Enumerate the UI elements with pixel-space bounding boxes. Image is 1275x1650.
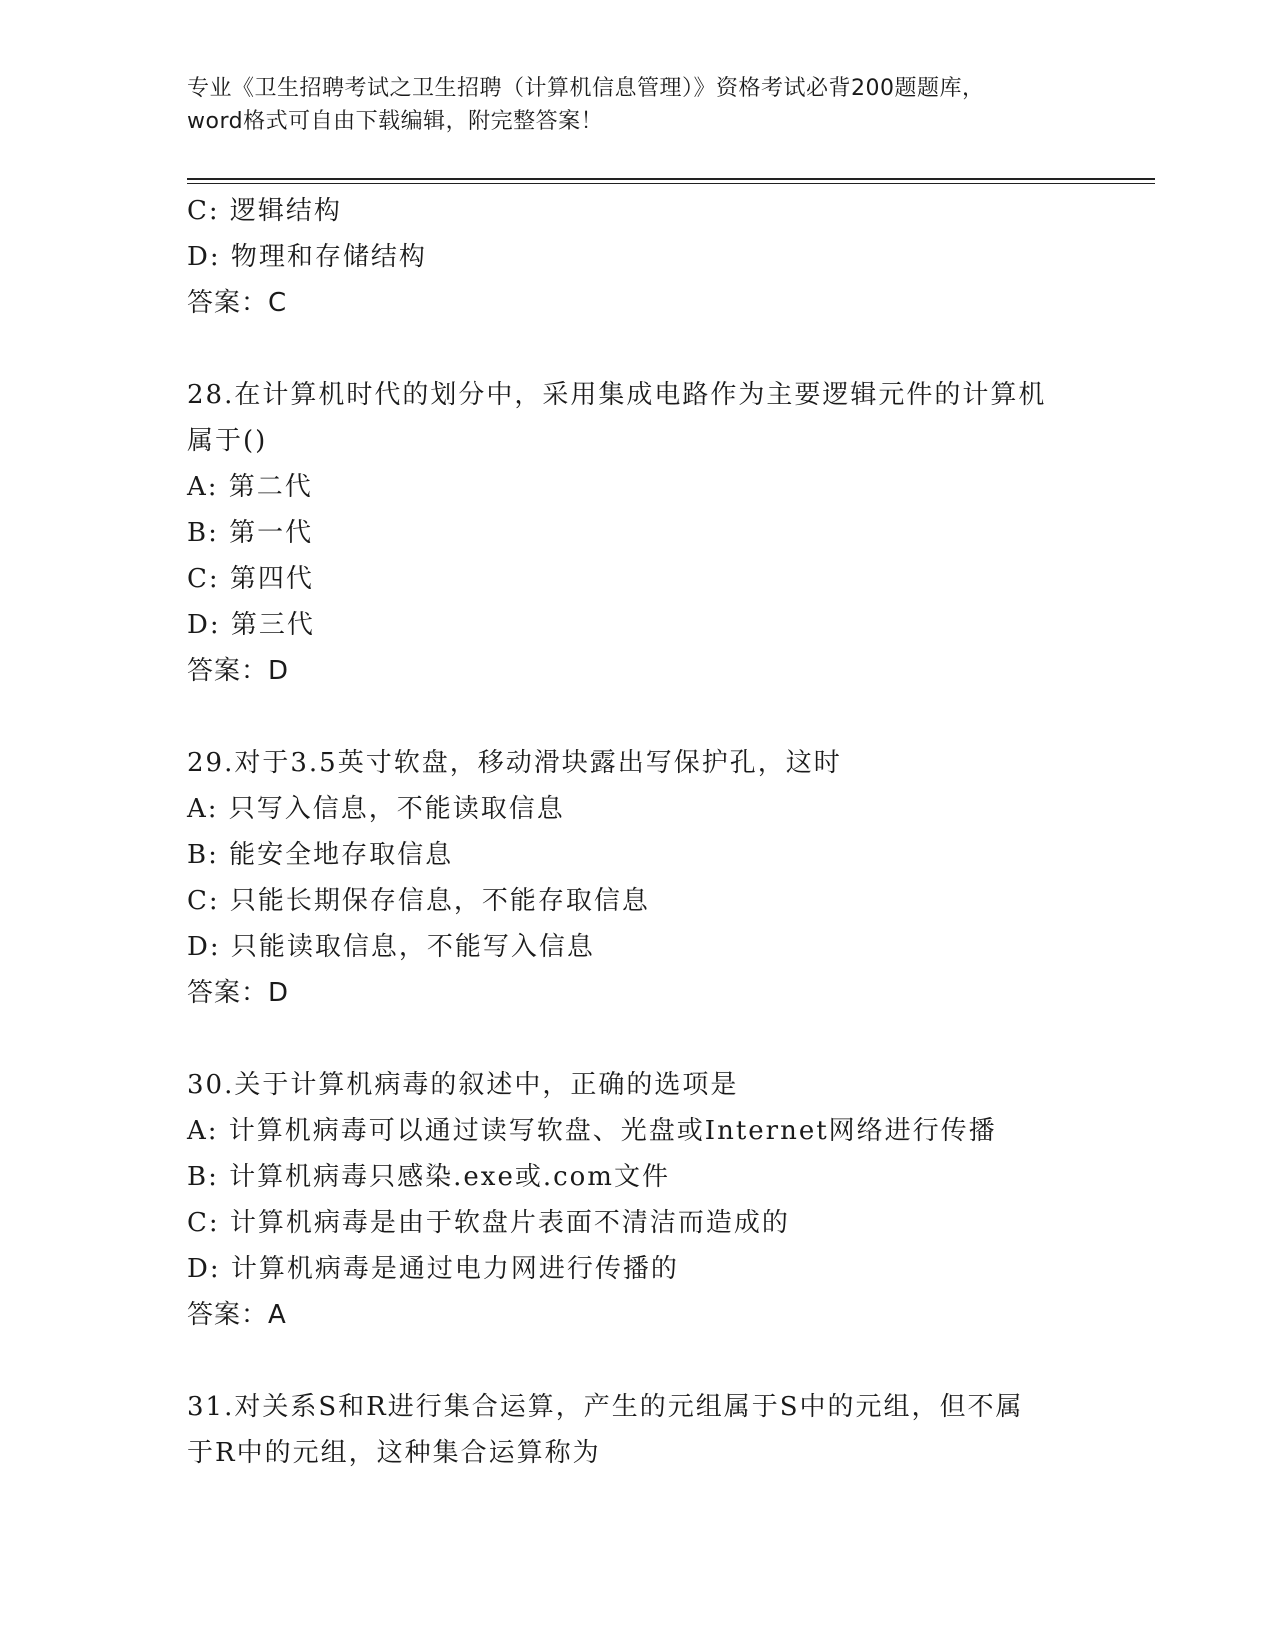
option-d: D: 第三代 xyxy=(187,610,315,640)
question-text: 29.对于3.5英寸软盘，移动滑块露出写保护孔，这时 xyxy=(187,748,842,778)
question-text-cont: 属于() xyxy=(187,426,268,456)
option-c: C: 只能长期保存信息，不能存取信息 xyxy=(187,886,650,916)
question-text: 28.在计算机时代的划分中，采用集成电路作为主要逻辑元件的计算机 xyxy=(187,380,1047,410)
question-text: 31.对关系S和R进行集合运算，产生的元组属于S中的元组，但不属 xyxy=(187,1392,1024,1422)
option-d: D: 只能读取信息，不能写入信息 xyxy=(187,932,595,962)
question-text: 30.关于计算机病毒的叙述中，正确的选项是 xyxy=(187,1070,739,1100)
header-line-2: word格式可自由下载编辑，附完整答案！ xyxy=(187,109,604,134)
option-a: A: 第二代 xyxy=(187,472,313,502)
answer: 答案：A xyxy=(187,1300,287,1330)
question-27-tail xyxy=(187,188,1087,326)
answer: 答案：C xyxy=(187,288,288,318)
question-30 xyxy=(187,1062,1087,1338)
option-b: B: 第一代 xyxy=(187,518,314,548)
option-c: C: 逻辑结构 xyxy=(187,196,342,226)
option-a: A: 只写入信息，不能读取信息 xyxy=(187,794,565,824)
option-b: B: 计算机病毒只感染.exe或.com文件 xyxy=(187,1162,670,1192)
answer: 答案：D xyxy=(187,656,290,686)
header-divider-thin xyxy=(187,183,1155,184)
option-c: C: 第四代 xyxy=(187,564,314,594)
option-b: B: 能安全地存取信息 xyxy=(187,840,454,870)
header-line-1: 专业《卫生招聘考试之卫生招聘（计算机信息管理）》资格考试必背200题题库， xyxy=(187,76,985,101)
option-c: C: 计算机病毒是由于软盘片表面不清洁而造成的 xyxy=(187,1208,790,1238)
option-d: D: 物理和存储结构 xyxy=(187,242,427,272)
question-text-cont: 于R中的元组，这种集合运算称为 xyxy=(187,1438,601,1468)
question-31 xyxy=(187,1384,1087,1476)
option-a: A: 计算机病毒可以通过读写软盘、光盘或Internet网络进行传播 xyxy=(187,1116,997,1146)
header-divider-thick xyxy=(187,178,1155,180)
answer: 答案：D xyxy=(187,978,290,1008)
document-body xyxy=(187,188,1087,1476)
question-29 xyxy=(187,740,1087,1016)
question-28 xyxy=(187,372,1087,694)
option-d: D: 计算机病毒是通过电力网进行传播的 xyxy=(187,1254,679,1284)
document-header xyxy=(187,72,1087,138)
